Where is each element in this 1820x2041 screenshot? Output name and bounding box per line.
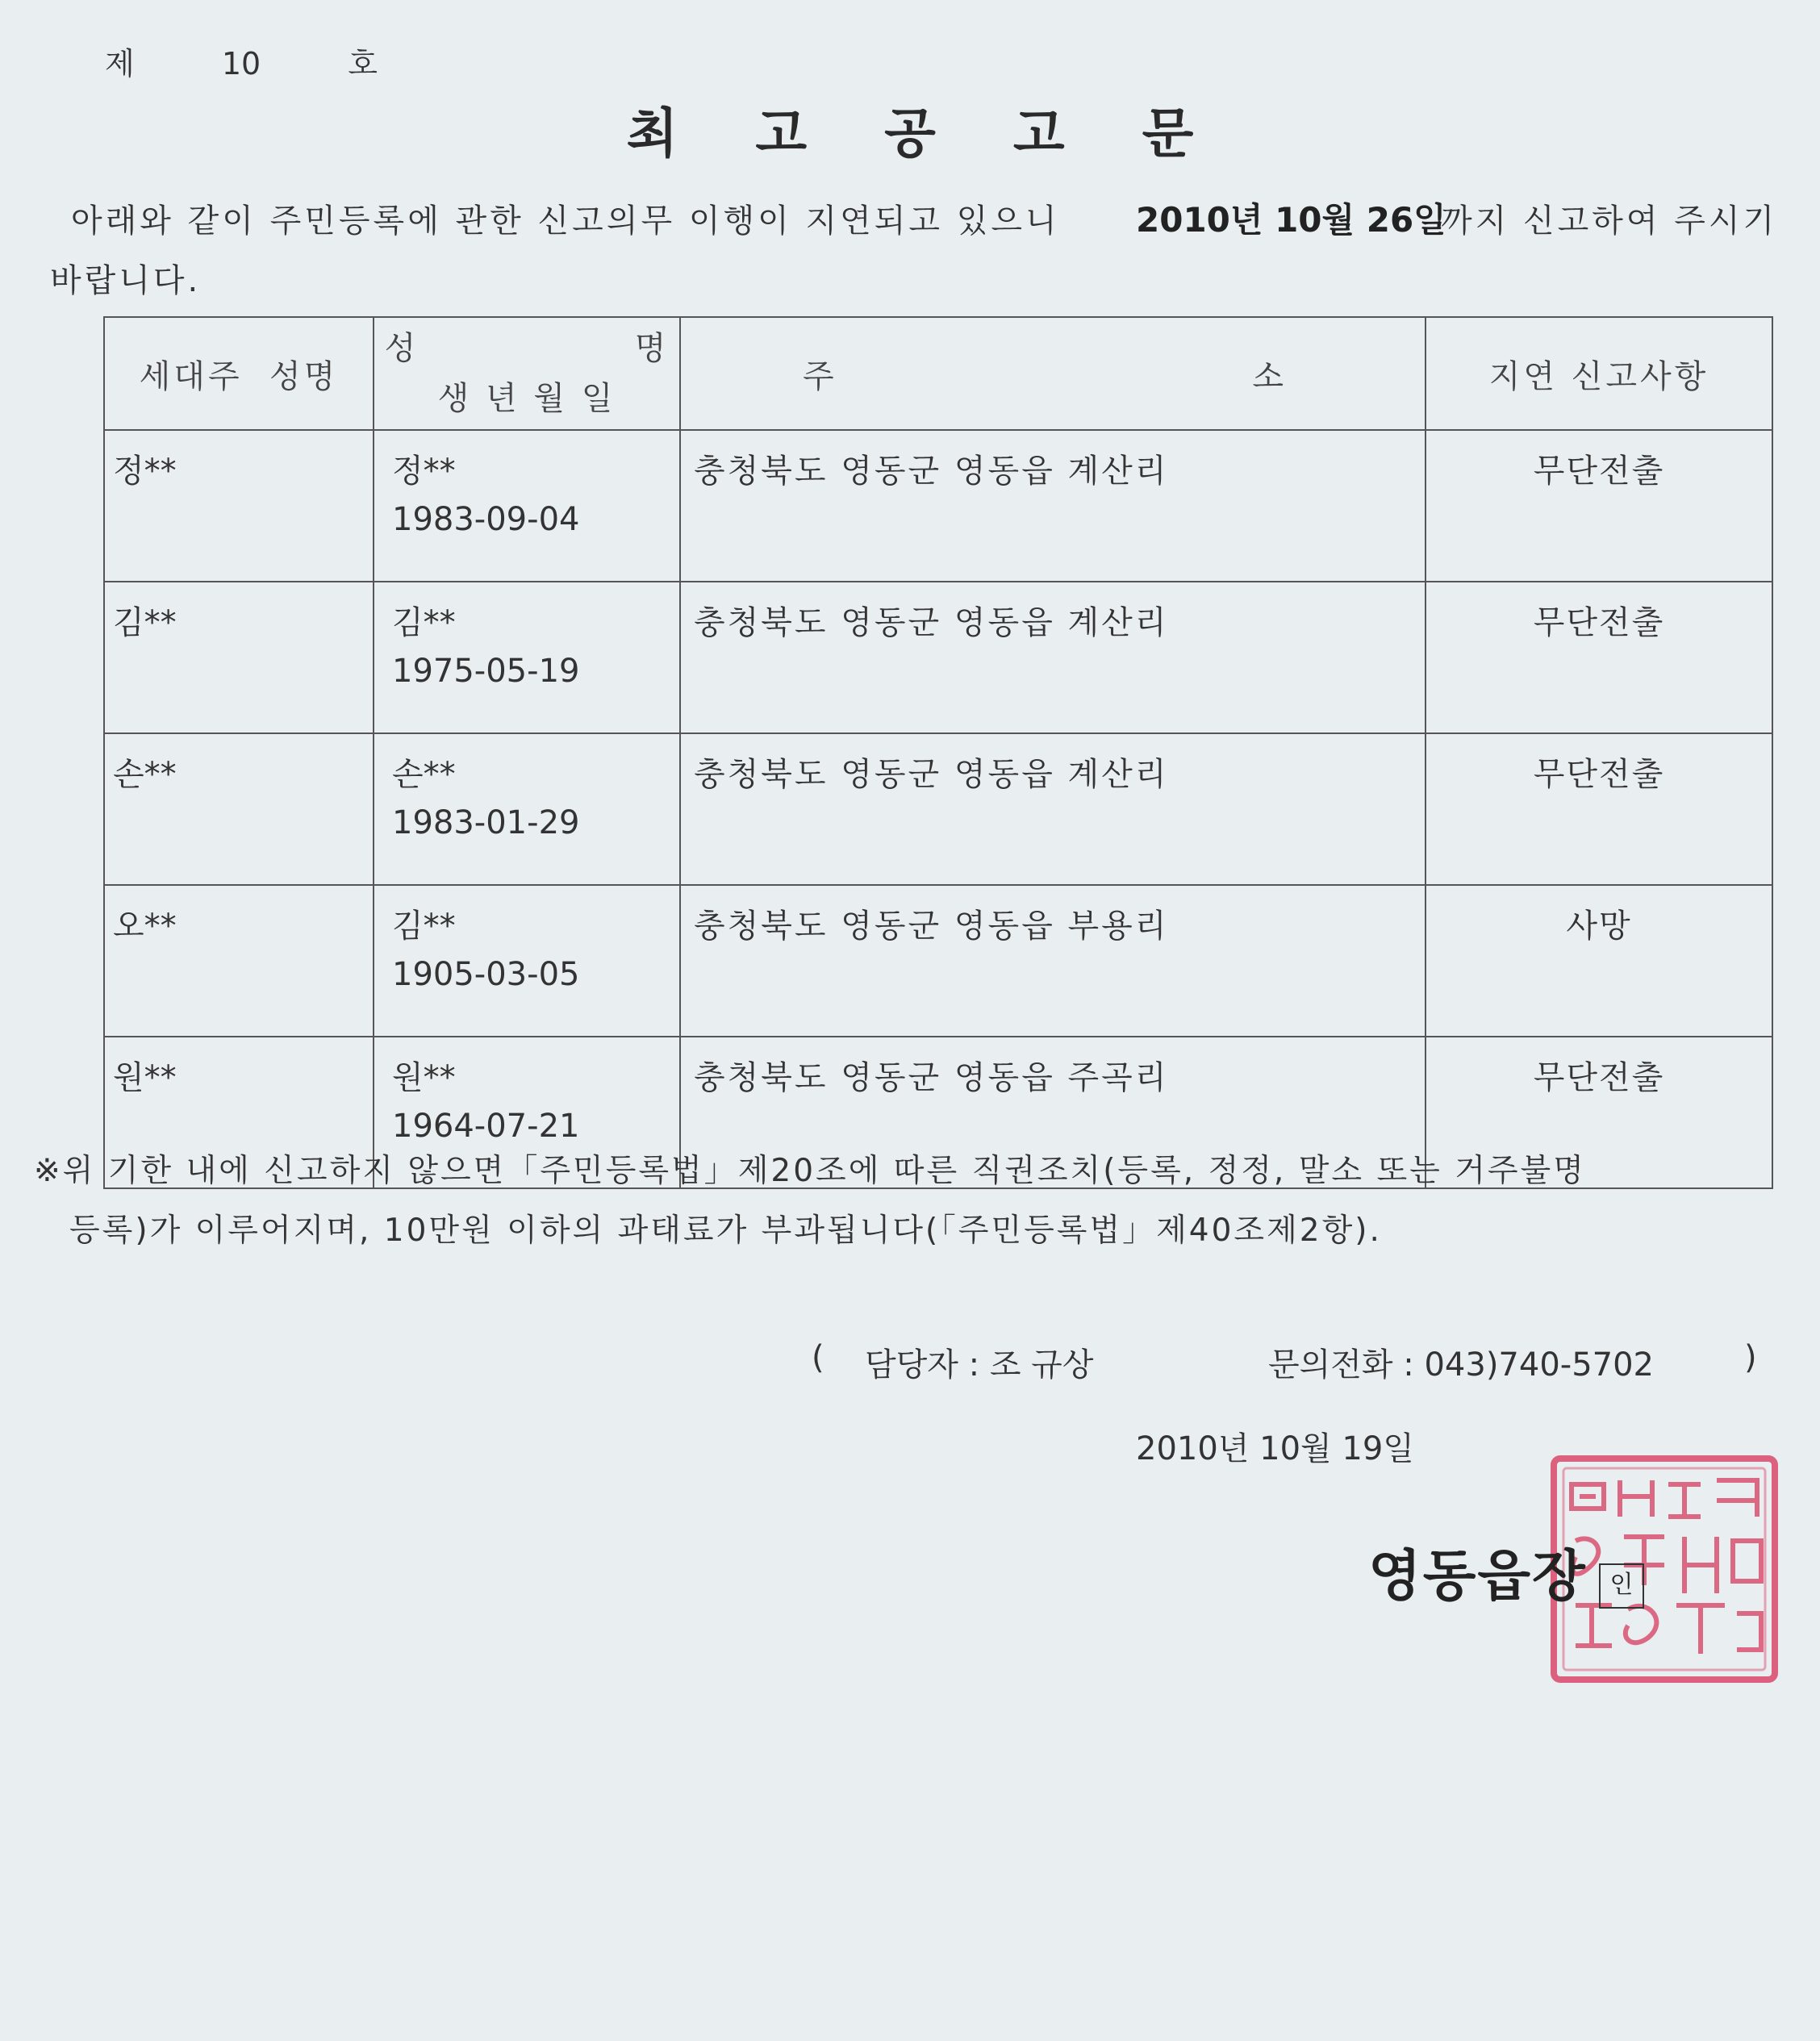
cell-person <box>374 733 680 885</box>
header-birth: 생 년 월 일 <box>437 380 616 417</box>
householder-name: 원** <box>113 1059 177 1096</box>
householder-name: 김** <box>113 604 177 641</box>
intro-line-2: 바랍니다. <box>50 262 202 299</box>
doc-number-prefix: 제 <box>105 46 135 81</box>
header-address <box>680 317 1426 430</box>
cell-person <box>374 430 680 582</box>
cell-late <box>1426 430 1772 582</box>
overdue-report-table <box>103 316 1773 1189</box>
person-birth: 1975-05-19 <box>392 653 580 690</box>
table-row <box>104 885 1772 1037</box>
person-birth: 1905-03-05 <box>392 956 580 993</box>
notice-line-2: 등록)가 이루어지며, 10만원 이하의 과태료가 부과됩니다(「주민등록법」제40조제2항). <box>69 1212 1382 1249</box>
intro-line-1-tail: 까지 신고하여 주시기 <box>1441 202 1778 240</box>
cell-householder <box>104 733 374 885</box>
person-birth: 1983-09-04 <box>392 501 580 538</box>
header-name: 성 명 <box>384 330 670 367</box>
late-report: 무단전출 <box>1533 756 1665 793</box>
seal-mark: 인 <box>1599 1563 1644 1609</box>
header-householder: 세대주 성명 <box>104 317 374 430</box>
header-address-b: 소 <box>1252 357 1287 395</box>
address: 충청북도 영동군 영동읍 계산리 <box>694 756 1169 793</box>
issue-date: 2010년 10월 19일 <box>1136 1430 1414 1467</box>
address: 충청북도 영동군 영동읍 주곡리 <box>694 1059 1169 1096</box>
cell-person <box>374 885 680 1037</box>
table-row <box>104 582 1772 733</box>
person-name: 원** <box>392 1059 456 1096</box>
doc-number-suffix: 호 <box>348 46 378 81</box>
late-report: 사망 <box>1566 908 1632 945</box>
person-name: 김** <box>392 604 456 641</box>
contact-person: 담당자 : 조 규상 <box>865 1346 1094 1384</box>
cell-householder <box>104 430 374 582</box>
contact-phone: 문의전화 : 043)740-5702 <box>1268 1346 1654 1384</box>
late-report: 무단전출 <box>1533 453 1665 490</box>
contact-close-paren: ) <box>1744 1339 1757 1376</box>
person-birth: 1983-01-29 <box>392 804 580 841</box>
table-row <box>104 733 1772 885</box>
late-report: 무단전출 <box>1533 604 1665 641</box>
cell-householder <box>104 582 374 733</box>
table-row <box>104 430 1772 582</box>
householder-name: 오** <box>113 908 177 945</box>
intro-line-1: 아래와 같이 주민등록에 관한 신고의무 이행이 지연되고 있으니 <box>71 202 1060 240</box>
cell-address <box>680 430 1426 582</box>
contact-open-paren: ( <box>812 1339 824 1376</box>
cell-address <box>680 885 1426 1037</box>
late-report: 무단전출 <box>1533 1059 1665 1096</box>
signer-title: 영동읍장 <box>1368 1545 1587 1609</box>
cell-householder <box>104 885 374 1037</box>
cell-address <box>680 733 1426 885</box>
householder-name: 손** <box>113 756 177 793</box>
person-birth: 1964-07-21 <box>392 1108 580 1145</box>
header-address-a: 주 <box>803 357 837 395</box>
header-name-birth <box>374 317 680 430</box>
header-late-report: 지연 신고사항 <box>1426 317 1772 430</box>
cell-late <box>1426 733 1772 885</box>
person-name: 김** <box>392 908 456 945</box>
address: 충청북도 영동군 영동읍 계산리 <box>694 453 1169 490</box>
address: 충청북도 영동군 영동읍 계산리 <box>694 604 1169 641</box>
cell-late <box>1426 885 1772 1037</box>
address: 충청북도 영동군 영동읍 부용리 <box>694 908 1169 945</box>
cell-late <box>1426 582 1772 733</box>
cell-address <box>680 582 1426 733</box>
deadline-date: 2010년 10월 26일 <box>1136 200 1446 240</box>
cell-person <box>374 582 680 733</box>
person-name: 정** <box>392 453 456 490</box>
table-header-row <box>104 317 1772 430</box>
page-title: 최고공고문 <box>626 102 1271 165</box>
document-number <box>105 39 378 83</box>
person-name: 손** <box>392 756 456 793</box>
doc-number-value: 10 <box>221 46 261 81</box>
notice-line-1: ※위 기한 내에 신고하지 않으면「주민등록법」제20조에 따른 직권조치(등록, 정정, 말소 또는 거주불명 <box>34 1153 1586 1189</box>
householder-name: 정** <box>113 453 177 490</box>
